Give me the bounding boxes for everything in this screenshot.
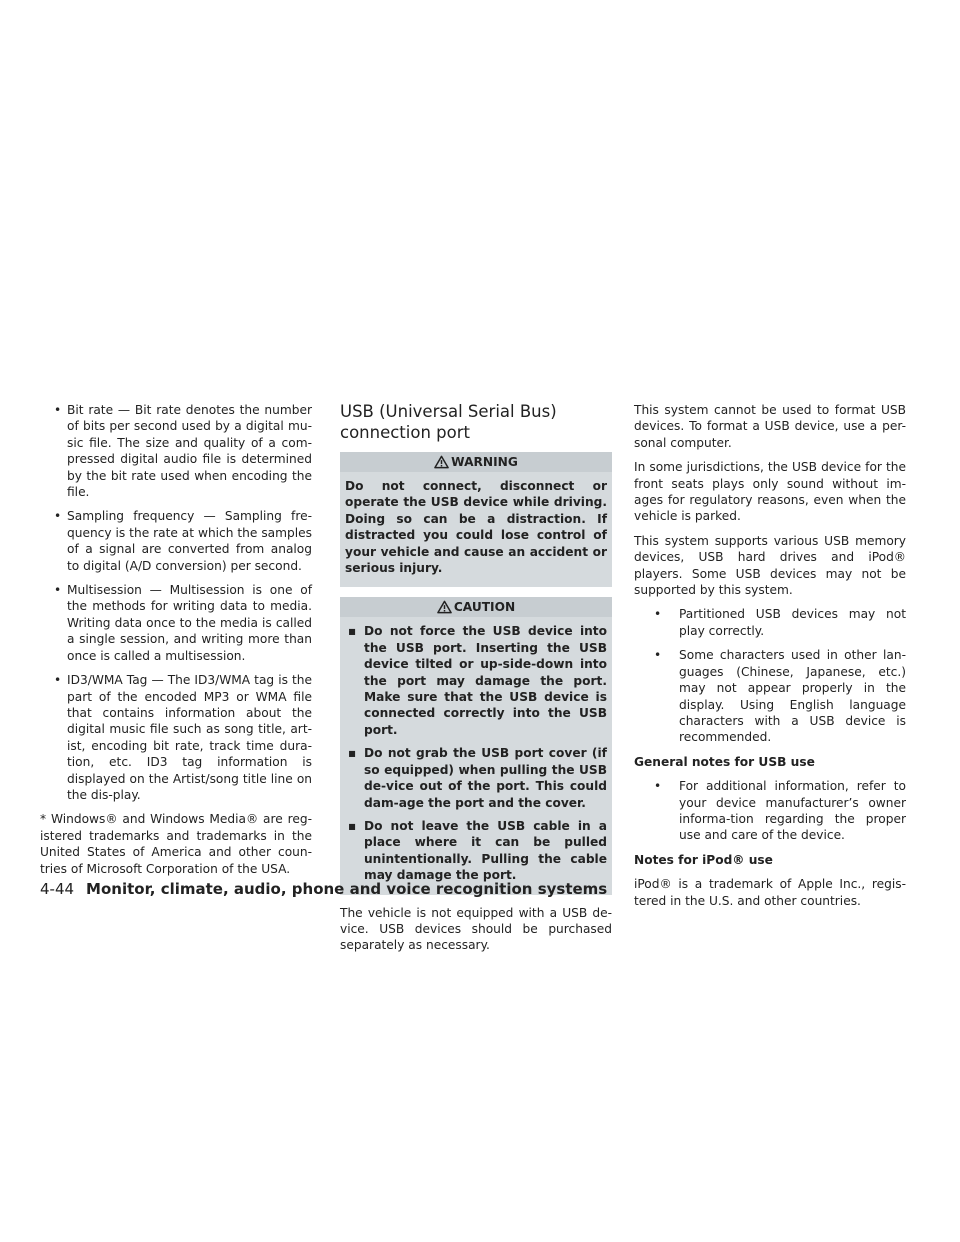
section-heading-usb: USB (Universal Serial Bus) connection port (340, 402, 557, 442)
support-bullets (634, 606, 906, 745)
bullet-id3-wma-tag: • ID3/WMA Tag — The ID3/WMA tag is the part of the encoded MP3 or WMA file that contains information about the digital music file such as song title, art-ist, encoding bit rate, track time dura-tion, etc. ID3 tag information is displayed on the Artist/song title line on the dis-play. (40, 672, 312, 803)
caution-item-force: ▪ Do not force the USB device into the USB port. Inserting the USB device tilted or up-side-down into the port may damage the port. Make sure that the USB device is connected correctly into the USB port. (345, 623, 607, 738)
warning-title: WARNING (451, 454, 518, 469)
bullet-sampling-frequency: • Sampling frequency — Sampling fre-quency is the rate at which the samples of a signal are converted from analog to digital (A/D conversion) per second. (40, 508, 312, 574)
right-column (634, 402, 906, 917)
section-title: Monitor, climate, audio, phone and voice recognition systems (86, 880, 608, 898)
usb-purchase-note: The vehicle is not equipped with a USB de-vice. USB devices should be purchased separately as necessary. (340, 905, 612, 953)
ipod-notes-heading: Notes for iPod® use (634, 852, 773, 867)
caution-box (340, 597, 612, 894)
warning-triangle-icon (434, 455, 449, 469)
general-notes-bullets (634, 778, 906, 844)
page-number: 4-44 (40, 880, 75, 898)
caution-item-cable: ▪ Do not leave the USB cable in a place where it can be pulled unintentionally. Pulling the cable may damage the port. (345, 818, 607, 884)
ipod-trademark-note: iPod® is a trademark of Apple Inc., regis-tered in the U.S. and other countries. (634, 877, 906, 908)
general-notes-heading: General notes for USB use (634, 754, 815, 769)
bullet-characters: • Some characters used in other lan-guages (Chinese, Japanese, etc.) may not appear properly in the display. Using English language characters with a USB device is recommended. (654, 647, 906, 745)
bullet-bit-rate: • Bit rate — Bit rate denotes the number of bits per second used by a digital mu-sic file. The size and quality of a com-pressed digital audio file is determined by the bit rate used when encoding the file. (40, 402, 312, 500)
bullet-additional-info: • For additional information, refer to your device manufacturer’s owner informa-tion regarding the proper use and care of the device. (654, 778, 906, 844)
warning-box (340, 452, 612, 587)
warning-text: Do not connect, disconnect or operate the USB device while driving. Doing so can be a distraction. If distracted you could lose control of your vehicle and cause an accident or serious injury. (345, 479, 607, 576)
warning-title-bar (340, 452, 612, 472)
page-footer (40, 880, 607, 898)
bullet-partitioned: • Partitioned USB devices may not play correctly. (654, 606, 906, 639)
caution-item-cover: ▪ Do not grab the USB port cover (if so equipped) when pulling the USB de-vice out of the port. This could dam-age the port and the cover. (345, 745, 607, 811)
caution-triangle-icon (437, 600, 452, 614)
supported-devices-note: This system supports various USB memory devices, USB hard drives and iPod® players. Some USB devices may not be supported by this system. (634, 533, 906, 598)
caution-title-bar (340, 597, 612, 617)
format-note: This system cannot be used to format USB devices. To format a USB device, use a per-sonal computer. (634, 403, 906, 450)
trademark-footnote: * Windows® and Windows Media® are reg-istered trademarks and trademarks in the United States of America and other coun-tries of Microsoft Corporation of the USA. (40, 812, 312, 876)
jurisdiction-note: In some jurisdictions, the USB device for the front seats plays only sound without im-ages for regulatory reasons, even when the vehicle is parked. (634, 460, 906, 524)
middle-column (340, 402, 612, 962)
left-column (40, 402, 312, 885)
caution-title: CAUTION (453, 600, 516, 615)
bullet-multisession: • Multisession — Multisession is one of the methods for writing data to media. Writing data once to the media is called a single session, and writing more than once is called a multisession. (40, 582, 312, 664)
